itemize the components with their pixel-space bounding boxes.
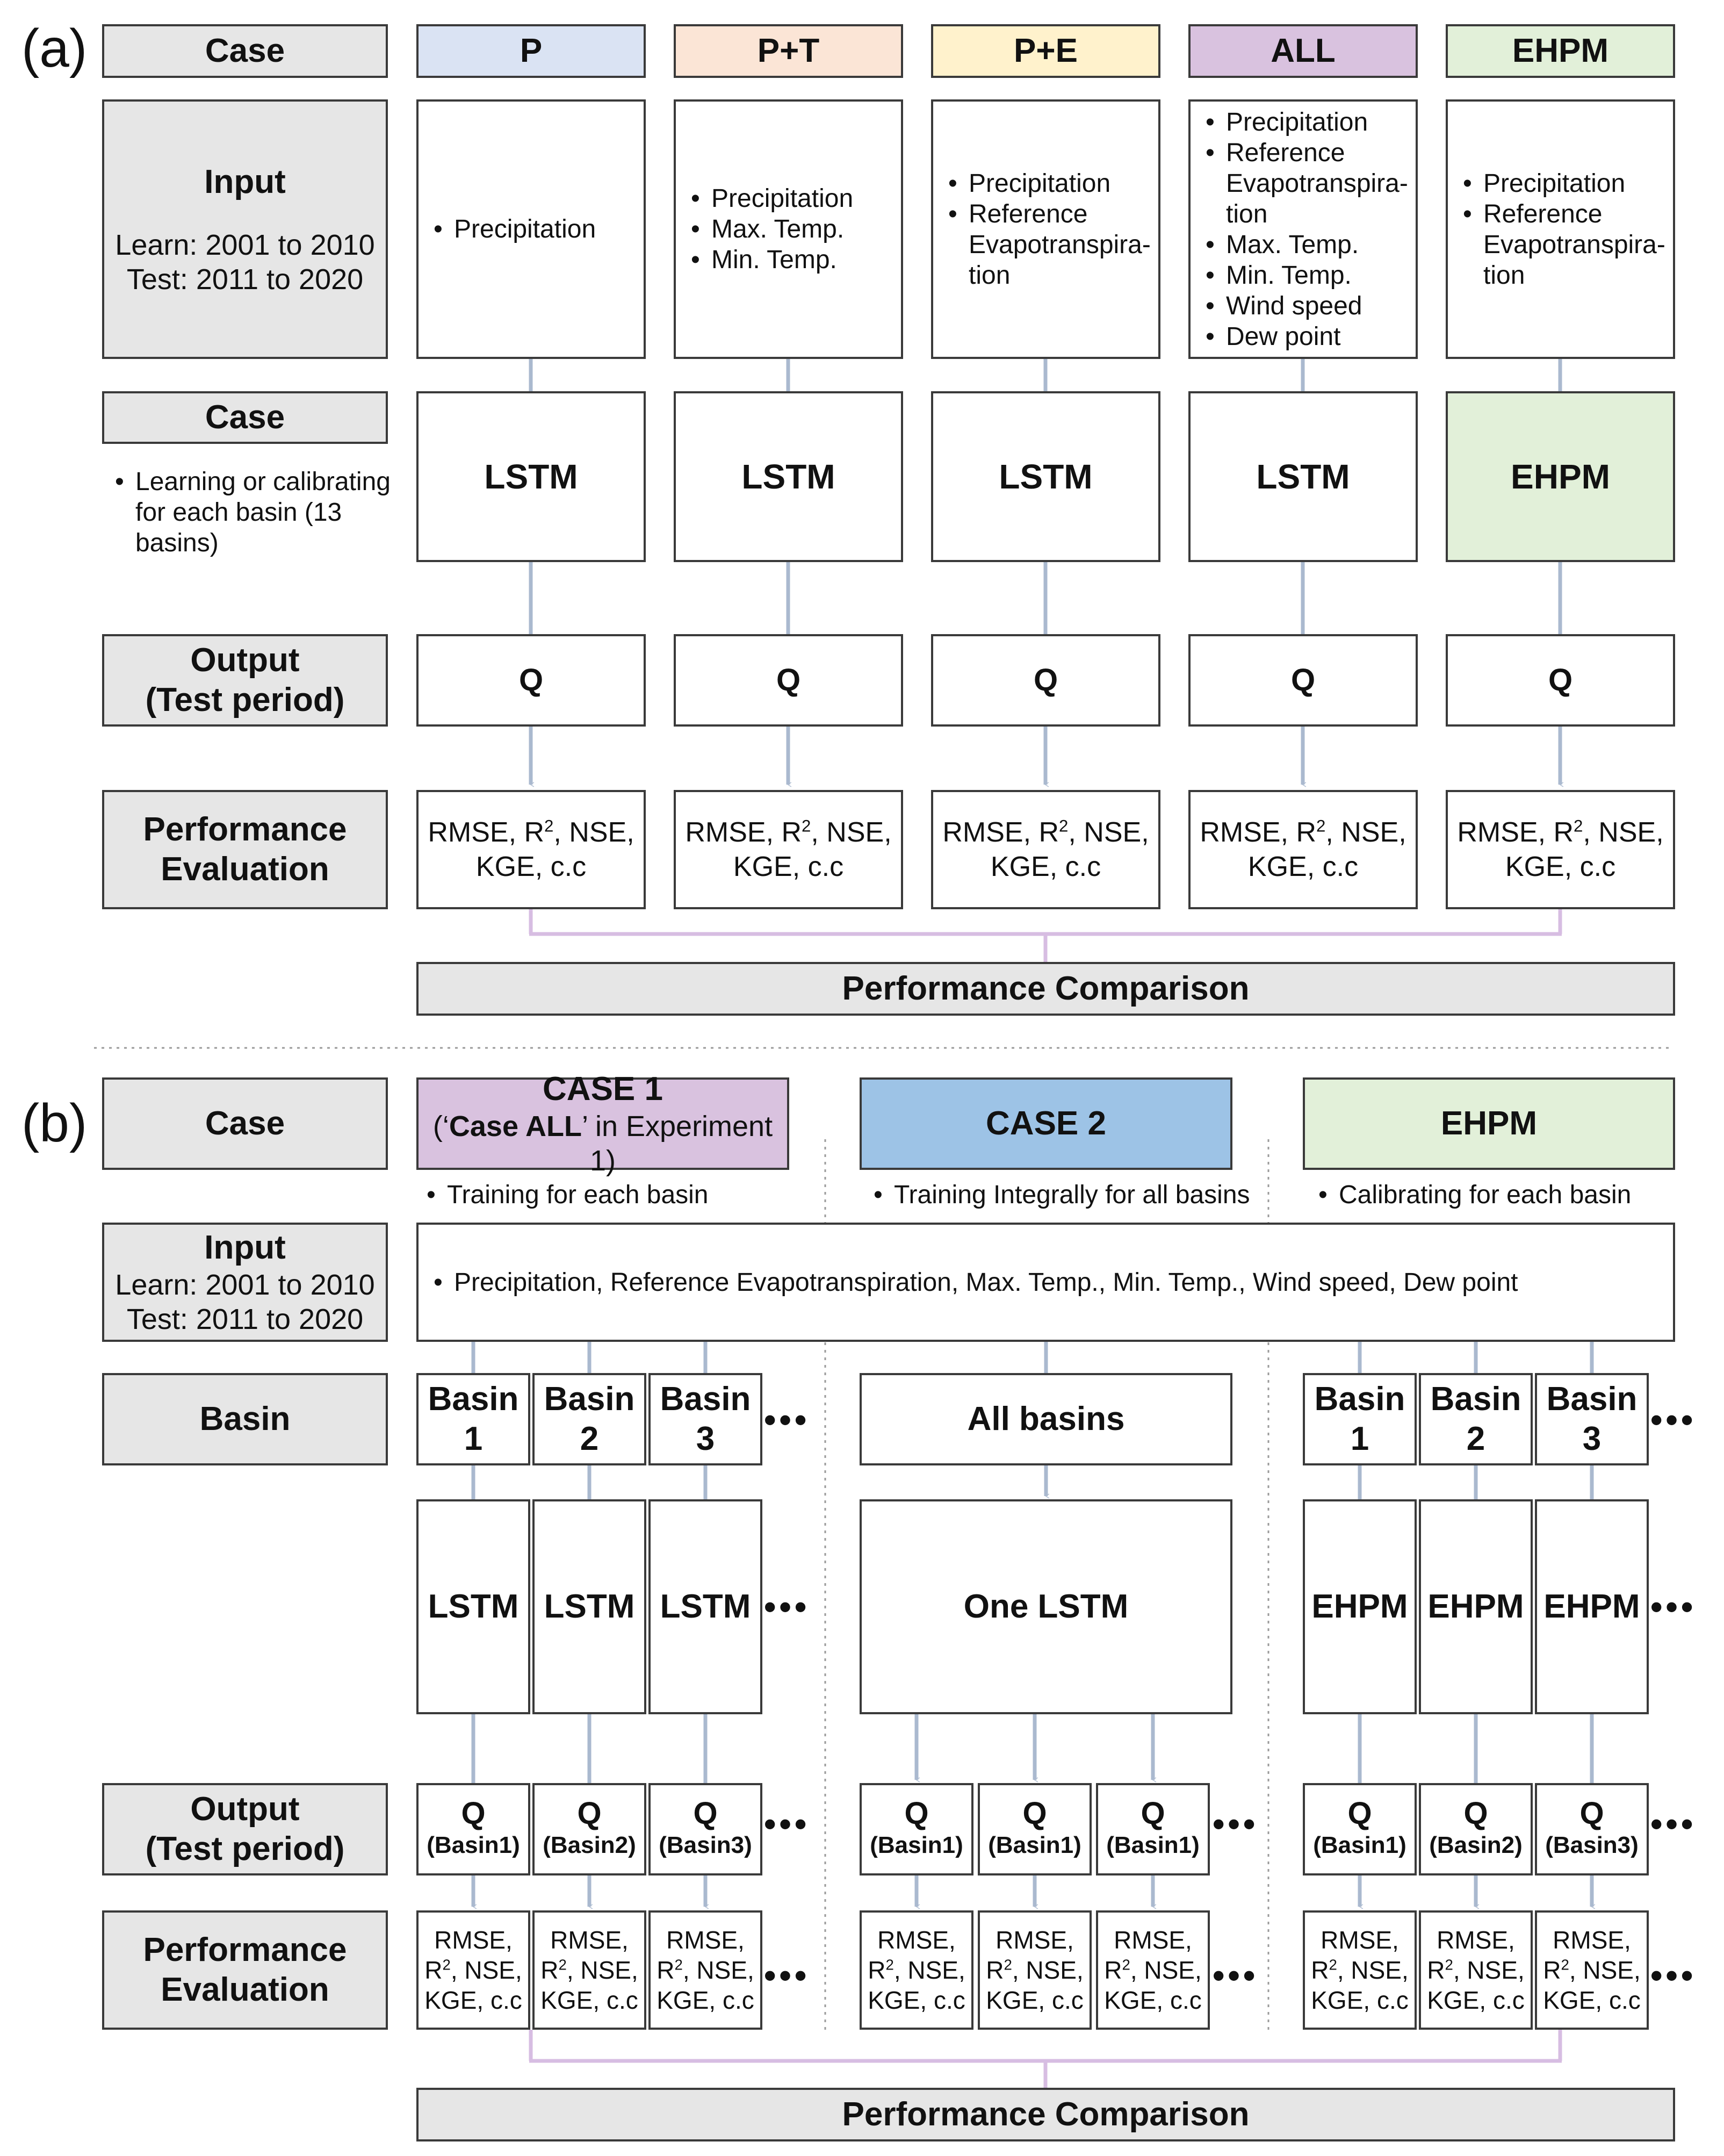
case-pt-output: Q [674, 634, 903, 727]
basin-word: Basin [544, 1381, 635, 1418]
output-heading: Output [190, 642, 300, 679]
case-pe-inputs [931, 99, 1160, 359]
input-item: • Max. Temp. [1198, 229, 1408, 260]
basin-number: 1 [1350, 1420, 1369, 1457]
case1-metrics-3 [648, 1910, 762, 2030]
case1-lstm-2: LSTM [532, 1499, 646, 1714]
ehpm-model-2: EHPM [1419, 1499, 1533, 1714]
q-label: Q [904, 1796, 929, 1831]
model-row-label: Case [102, 391, 388, 444]
q-label: Q [577, 1796, 602, 1831]
case1-output-2 [532, 1783, 646, 1875]
ehpm-model-1: EHPM [1303, 1499, 1417, 1714]
basin-number: 2 [580, 1420, 599, 1457]
ellipsis: ••• [1650, 1400, 1697, 1439]
performance-row-label-b [102, 1910, 388, 2030]
ehpm-output-3 [1535, 1783, 1649, 1875]
metrics-line-1: RMSE, [996, 1926, 1074, 1954]
case2-header: CASE 2 [860, 1077, 1232, 1170]
case1-lstm-3: LSTM [648, 1499, 762, 1714]
q-label: Q [1463, 1796, 1488, 1831]
input-row-label-b [102, 1223, 388, 1342]
output-subheading-b: (Test period) [145, 1830, 345, 1867]
performance-comparison-b: Performance Comparison [416, 2088, 1675, 2141]
ehpm-metrics-1 [1303, 1910, 1417, 2030]
ellipsis: ••• [764, 1956, 810, 1995]
case2-metrics-3 [1096, 1910, 1210, 2030]
metrics-line-2: KGE, c.c [475, 851, 587, 882]
metrics-line-1: RMSE, [550, 1926, 629, 1954]
case-p-output: Q [416, 634, 646, 727]
input-row-label [102, 99, 388, 359]
ellipsis: ••• [764, 1805, 810, 1843]
q-label: Q [461, 1796, 486, 1831]
ehpm-metrics-3 [1535, 1910, 1649, 2030]
case1-basin-1 [416, 1373, 530, 1465]
case1-subtitle [419, 1109, 787, 1178]
case2-metrics-2 [978, 1910, 1092, 2030]
shared-inputs-box [416, 1223, 1675, 1342]
metrics-line-3: KGE, c.c [986, 1986, 1084, 2014]
basin-word: Basin [1430, 1381, 1521, 1418]
ellipsis: ••• [1650, 1956, 1697, 1995]
metrics-line-2: $R^2$, NSE, [1311, 1956, 1409, 1984]
basin-tag: (Basin1) [427, 1832, 520, 1858]
ehpm-note [1311, 1180, 1631, 1210]
q-label: Q [1579, 1796, 1604, 1831]
ellipsis: ••• [764, 1587, 810, 1626]
metrics-line-3: KGE, c.c [1311, 1986, 1409, 2014]
metrics-line-2: $R^2$, NSE, [1543, 1956, 1641, 1984]
metrics-line-1: RMSE, $R^2$, NSE, [1457, 816, 1664, 848]
evaluation-heading: Evaluation [161, 851, 329, 888]
metrics-line-2: $R^2$, NSE, [1104, 1956, 1202, 1984]
metrics-line-3: KGE, c.c [868, 1986, 965, 2014]
case-pe-model: LSTM [931, 391, 1160, 562]
q-label: Q [693, 1796, 718, 1831]
basin-word: Basin [1314, 1381, 1405, 1418]
case1-subtitle-bold: Case ALL [449, 1110, 582, 1142]
metrics-line-3: KGE, c.c [1543, 1986, 1641, 2014]
input-item: • Precipitation [941, 168, 1151, 199]
case-all-output: Q [1188, 634, 1418, 727]
ellipsis: ••• [764, 1400, 810, 1439]
metrics-line-2: KGE, c.c [990, 851, 1101, 882]
input-item: • Reference Evapotranspira-tion [1455, 199, 1665, 291]
input-item: • Precipitation [1455, 168, 1665, 199]
metrics-line-3: KGE, c.c [424, 1986, 522, 2014]
case1-title: CASE 1 [543, 1070, 663, 1108]
input-item: • Reference Evapotranspira-tion [1198, 138, 1408, 229]
case-all-model: LSTM [1188, 391, 1418, 562]
case-pe-output: Q [931, 634, 1160, 727]
learn-period-b: Learn: 2001 to 2010 [115, 1269, 375, 1301]
all-basins-box: All basins [860, 1373, 1232, 1465]
case-p-inputs [416, 99, 646, 359]
output-subheading: (Test period) [145, 681, 345, 718]
panel-b-label: (b) [21, 1093, 88, 1153]
output-row-label-b [102, 1783, 388, 1875]
metrics-line-1: RMSE, [1321, 1926, 1399, 1954]
model-note-text: • Learning or calibrating for each basin (13 basins) [107, 466, 408, 558]
case-p-model: LSTM [416, 391, 646, 562]
metrics-line-1: RMSE, [1437, 1926, 1515, 1954]
case2-metrics-1 [860, 1910, 973, 2030]
ehpm-note-text: • Calibrating for each basin [1311, 1180, 1631, 1210]
case2-output-2 [978, 1783, 1092, 1875]
case-p-metrics [416, 790, 646, 909]
case1-basin-3 [648, 1373, 762, 1465]
ehpm-header: EHPM [1303, 1077, 1675, 1170]
basin-tag: (Basin2) [1429, 1832, 1523, 1858]
case-pt-header: P+T [674, 24, 903, 78]
case-all-metrics [1188, 790, 1418, 909]
ehpm-output-2 [1419, 1783, 1533, 1875]
metrics-line-2: $R^2$, NSE, [868, 1956, 965, 1984]
case1-lstm-1: LSTM [416, 1499, 530, 1714]
ehpm-metrics-2 [1419, 1910, 1533, 2030]
basin-tag: (Basin1) [870, 1832, 963, 1858]
basin-number: 3 [696, 1420, 715, 1457]
metrics-line-1: RMSE, $R^2$, NSE, [685, 816, 892, 848]
input-item: • Wind speed [1198, 291, 1408, 321]
case-ehpm-model: EHPM [1446, 391, 1675, 562]
one-lstm-box: One LSTM [860, 1499, 1232, 1714]
basin-tag: (Basin1) [1106, 1832, 1200, 1858]
case-row-label: Case [102, 24, 388, 78]
output-heading-b: Output [190, 1791, 300, 1828]
case1-note [419, 1180, 709, 1210]
case-pe-metrics [931, 790, 1160, 909]
case-p-header: P [416, 24, 646, 78]
case-ehpm-metrics [1446, 790, 1675, 909]
case-pe-header: P+E [931, 24, 1160, 78]
performance-comparison-a: Performance Comparison [416, 962, 1675, 1016]
metrics-line-1: RMSE, [434, 1926, 513, 1954]
metrics-line-1: RMSE, [1553, 1926, 1631, 1954]
test-period: Test: 2011 to 2020 [126, 263, 364, 296]
metrics-line-2: KGE, c.c [733, 851, 844, 882]
case1-metrics-1 [416, 1910, 530, 2030]
basin-tag: (Basin3) [1545, 1832, 1639, 1858]
ellipsis: ••• [1650, 1587, 1697, 1626]
ellipsis: ••• [1213, 1956, 1259, 1995]
metrics-line-2: KGE, c.c [1505, 851, 1616, 882]
metrics-line-2: $R^2$, NSE, [540, 1956, 638, 1984]
input-item: • Precipitation [683, 183, 853, 214]
metrics-line-3: KGE, c.c [540, 1986, 638, 2014]
case1-output-1 [416, 1783, 530, 1875]
case-row-label-b: Case [102, 1077, 388, 1170]
input-heading-b: Input [204, 1229, 286, 1266]
case1-subtitle-post: ’ in Experiment 1) [581, 1110, 773, 1177]
ehpm-basin-2 [1419, 1373, 1533, 1465]
metrics-line-1: RMSE, $R^2$, NSE, [428, 816, 634, 848]
ehpm-model-3: EHPM [1535, 1499, 1649, 1714]
input-item: • Dew point [1198, 321, 1408, 352]
metrics-line-2: $R^2$, NSE, [424, 1956, 522, 1984]
metrics-line-2: $R^2$, NSE, [1427, 1956, 1525, 1984]
case-pt-model: LSTM [674, 391, 903, 562]
model-note [107, 466, 408, 558]
q-label: Q [1347, 1796, 1372, 1831]
basin-row-label: Basin [102, 1373, 388, 1465]
case-pt-inputs [674, 99, 903, 359]
basin-tag: (Basin1) [988, 1832, 1081, 1858]
input-item: • Precipitation [1198, 107, 1408, 138]
input-item: • Min. Temp. [683, 245, 853, 275]
case-ehpm-header: EHPM [1446, 24, 1675, 78]
input-item: • Min. Temp. [1198, 260, 1408, 291]
evaluation-heading-b: Evaluation [161, 1971, 329, 2008]
output-row-label [102, 634, 388, 727]
shared-inputs-text: • Precipitation, Reference Evapotranspiration, Max. Temp., Min. Temp., Wind speed, Dew point [426, 1267, 1518, 1298]
basin-word: Basin [1546, 1381, 1638, 1418]
case2-note [866, 1180, 1250, 1210]
case-all-inputs [1188, 99, 1418, 359]
input-item: • Precipitation [426, 214, 596, 245]
ellipsis: ••• [1650, 1805, 1697, 1843]
ehpm-output-1 [1303, 1783, 1417, 1875]
ehpm-basin-3 [1535, 1373, 1649, 1465]
case1-basin-2 [532, 1373, 646, 1465]
case-all-header: ALL [1188, 24, 1418, 78]
case1-header [416, 1070, 789, 1177]
input-item: • Max. Temp. [683, 214, 853, 245]
panel-a-label: (a) [21, 18, 88, 78]
performance-heading: Performance [143, 811, 347, 848]
metrics-line-3: KGE, c.c [1427, 1986, 1525, 2014]
metrics-line-2: $R^2$, NSE, [986, 1956, 1084, 1984]
case-ehpm-output: Q [1446, 634, 1675, 727]
performance-row-label [102, 790, 388, 909]
metrics-line-3: KGE, c.c [1104, 1986, 1202, 2014]
case-pt-metrics [674, 790, 903, 909]
case2-note-text: • Training Integrally for all basins [866, 1180, 1250, 1210]
metrics-line-1: RMSE, $R^2$, NSE, [942, 816, 1149, 848]
case1-note-text: • Training for each basin [419, 1180, 709, 1210]
case2-output-3 [1096, 1783, 1210, 1875]
ellipsis: ••• [1213, 1805, 1259, 1843]
basin-tag: (Basin3) [659, 1832, 752, 1858]
basin-number: 3 [1582, 1420, 1602, 1457]
basin-number: 2 [1466, 1420, 1485, 1457]
test-period-b: Test: 2011 to 2020 [126, 1303, 364, 1335]
ehpm-basin-1 [1303, 1373, 1417, 1465]
case1-subtitle-pre: (‘ [432, 1110, 449, 1142]
case1-metrics-2 [532, 1910, 646, 2030]
case-ehpm-inputs [1446, 99, 1675, 359]
metrics-line-1: RMSE, $R^2$, NSE, [1200, 816, 1406, 848]
input-heading: Input [204, 163, 286, 200]
metrics-line-1: RMSE, [1114, 1926, 1192, 1954]
basin-number: 1 [464, 1420, 483, 1457]
metrics-line-2: $R^2$, NSE, [657, 1956, 754, 1984]
q-label: Q [1022, 1796, 1047, 1831]
case1-output-3 [648, 1783, 762, 1875]
basin-word: Basin [428, 1381, 519, 1418]
metrics-line-2: KGE, c.c [1247, 851, 1359, 882]
basin-tag: (Basin1) [1313, 1832, 1406, 1858]
metrics-line-3: KGE, c.c [657, 1986, 754, 2014]
metrics-line-1: RMSE, [877, 1926, 956, 1954]
input-item: • Reference Evapotranspira-tion [941, 199, 1151, 291]
basin-tag: (Basin2) [543, 1832, 636, 1858]
learn-period: Learn: 2001 to 2010 [115, 228, 375, 261]
basin-word: Basin [660, 1381, 751, 1418]
performance-heading-b: Performance [143, 1931, 347, 1968]
q-label: Q [1141, 1796, 1165, 1831]
metrics-line-1: RMSE, [666, 1926, 745, 1954]
case2-output-1 [860, 1783, 973, 1875]
